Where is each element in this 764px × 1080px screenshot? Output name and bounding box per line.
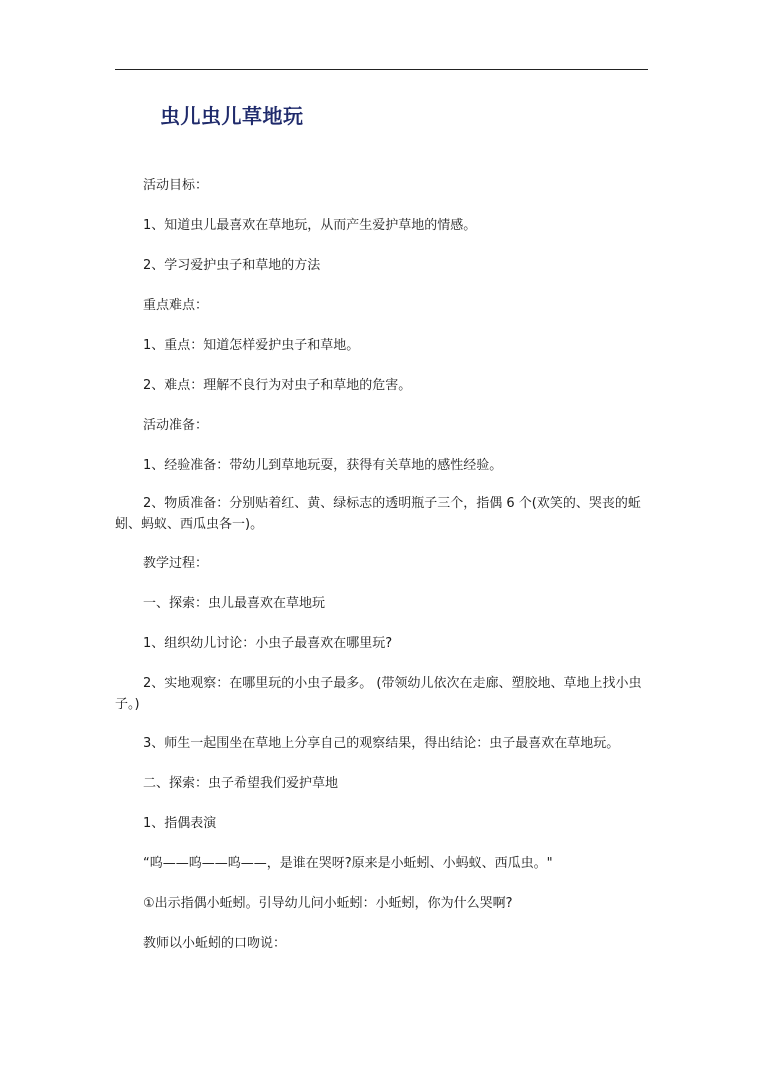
paragraph: 1、知道虫儿最喜欢在草地玩，从而产生爱护草地的情感。 [143,218,477,233]
paragraph: 重点难点： [143,298,209,313]
paragraph: 1、指偶表演 [143,816,217,831]
paragraph: 一、探索：虫儿最喜欢在草地玩 [143,596,326,611]
paragraph: ①出示指偶小蚯蚓。引导幼儿问小蚯蚓：小蚯蚓，你为什么哭啊? [143,896,513,911]
paragraph: 2、物质准备：分别贴着红、黄、绿标志的透明瓶子三个，指偶 6 个(欢笑的、哭丧的蚯蚓、蚂蚁、西瓜虫各一)。 [115,496,641,532]
header-rule [115,69,648,70]
paragraph: 1、经验准备：带幼儿到草地玩耍，获得有关草地的感性经验。 [143,458,503,473]
paragraph: 二、探索：虫子希望我们爱护草地 [143,776,339,791]
paragraph: 教师以小蚯蚓的口吻说： [143,936,287,951]
paragraph: 教学过程： [143,556,209,571]
paragraph: 2、学习爱护虫子和草地的方法 [143,258,321,273]
paragraph: 1、组织幼儿讨论：小虫子最喜欢在哪里玩? [143,636,393,651]
paragraph: 1、重点：知道怎样爱护虫子和草地。 [143,338,360,353]
paragraph: 2、难点：理解不良行为对虫子和草地的危害。 [143,378,412,393]
paragraph: 活动准备： [143,418,209,433]
paragraph: 3、师生一起围坐在草地上分享自己的观察结果，得出结论：虫子最喜欢在草地玩。 [143,736,620,751]
document-title: 虫儿虫儿草地玩 [160,104,304,128]
paragraph: “呜——呜——呜——，是谁在哭呀?原来是小蚯蚓、小蚂蚁、西瓜虫。" [143,856,553,871]
paragraph: 活动目标： [143,178,209,193]
paragraph: 2、实地观察：在哪里玩的小虫子最多。 (带领幼儿依次在走廊、塑胶地、草地上找小虫子。) [115,676,642,712]
